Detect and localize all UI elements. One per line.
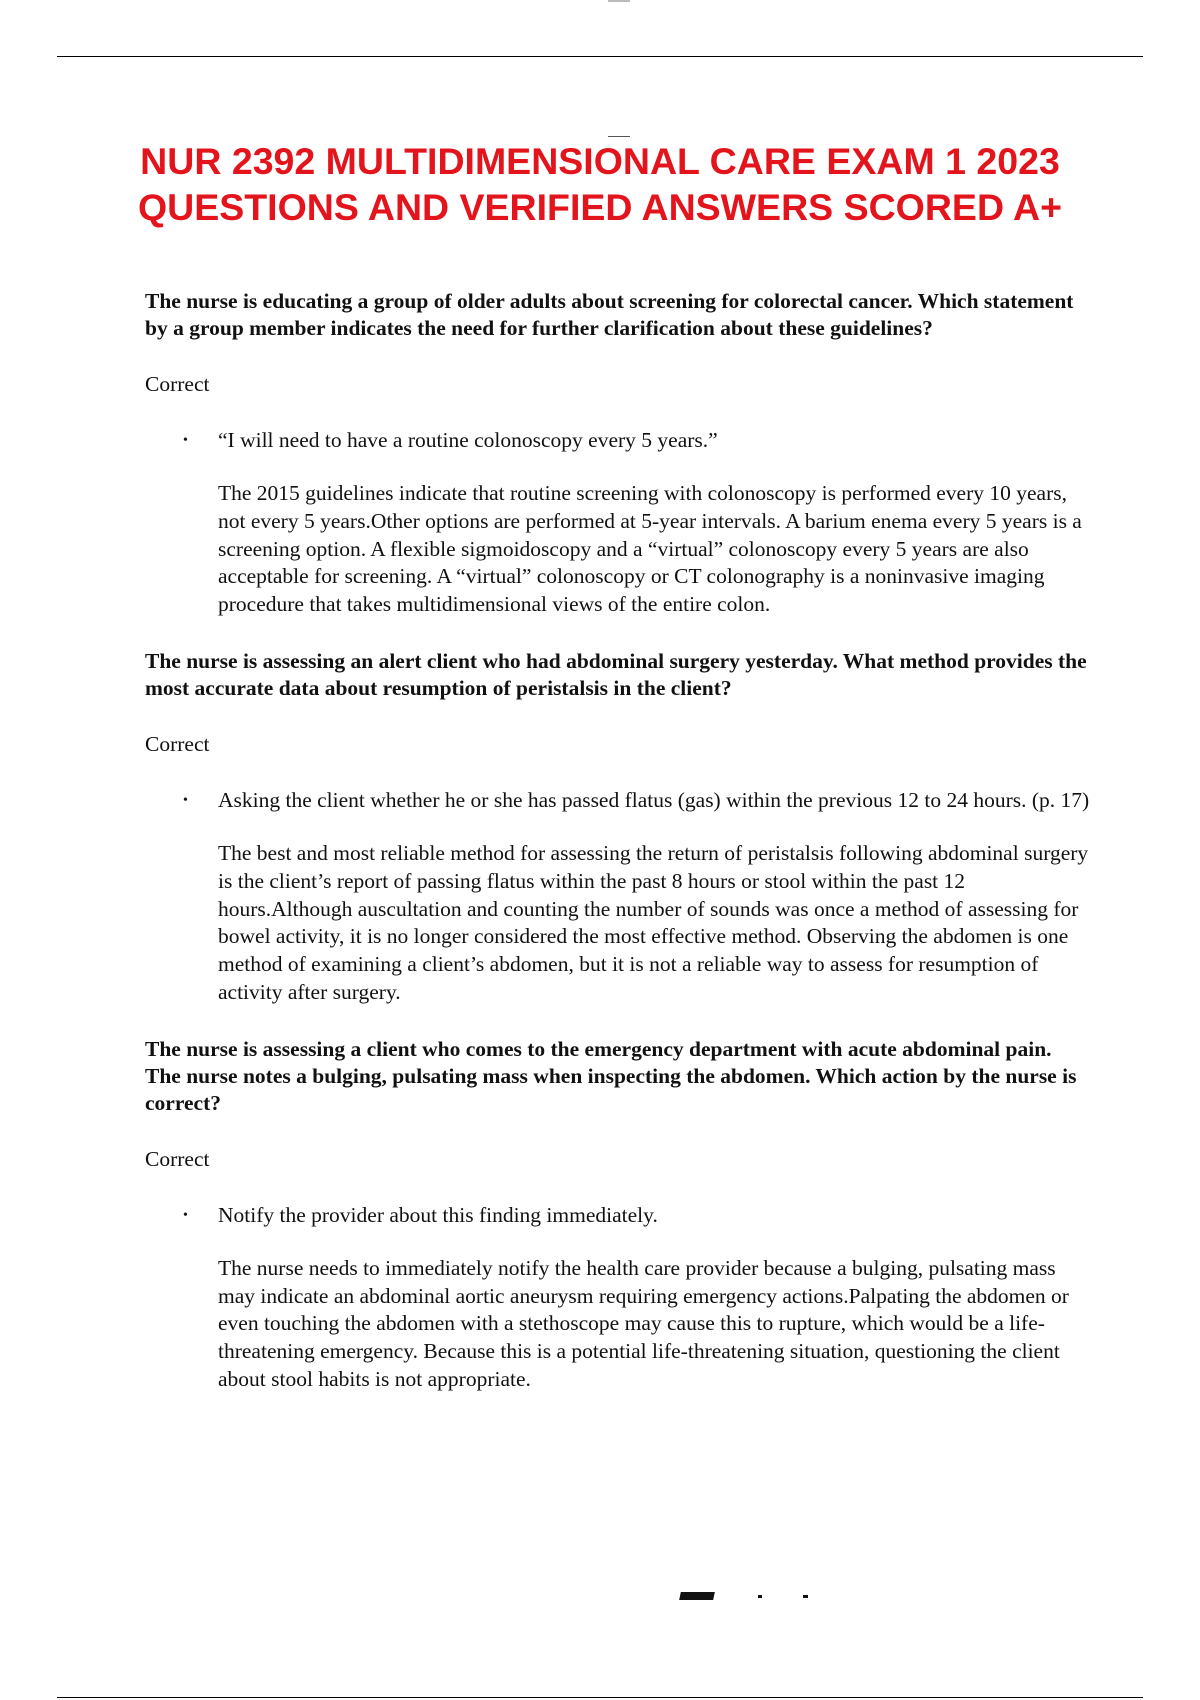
explanation-text: The 2015 guidelines indicate that routine screening with colonoscopy is performed every 10 years, not every 5 years.Other options are performed at 5-year intervals. A barium enema every 5 years is a screening option. A flexible sigmoidoscopy and a “virtual” colonoscopy every 5 years are also acceptable for screening. A “virtual” colonoscopy or CT colonography is a noninvasive imaging procedure that takes multidimensional views of the entire colon. <box>218 481 1082 617</box>
explanation-text: The nurse needs to immediately notify the health care provider because a bulging, pulsating mass may indicate an abdominal aortic aneurysm requiring emergency actions.Palpating the abdomen or even touching the abdomen with a stethoscope may cause this to rupture, which would be a life-threatening emergency. Because this is a potential life-threatening situation, questioning the client about stool habits is not appropriate. <box>218 1255 1069 1391</box>
top-divider <box>57 56 1143 57</box>
answer-text: Notify the provider about this finding immediately. <box>218 1202 658 1227</box>
qa-item <box>145 648 1090 1007</box>
status-label: Correct <box>145 731 210 756</box>
bullet-icon: • <box>183 792 188 808</box>
qa-item <box>145 1036 1090 1394</box>
bullet-icon: • <box>183 1207 188 1223</box>
question-text: The nurse is educating a group of older adults about screening for colorectal cancer. Which statement by a group member indicates the need for further clarification about these guidelines? <box>145 289 1074 340</box>
answer-item <box>145 427 1090 454</box>
answer-text: Asking the client whether he or she has passed flatus (gas) within the previous 12 to 24 hours. (p. 17) <box>218 787 1090 812</box>
explanation-text: The best and most reliable method for assessing the return of peristalsis following abdominal surgery is the client’s report of passing flatus within the past 8 hours or stool within the past 12 hours.Although auscultation and counting the number of sounds was once a method of assessing for bowel activity, it is no longer considered the most effective method. Observing the abdomen is one method of examining a client’s abdomen, but it is not a reliable way to assess for resumption of activity after surgery. <box>218 840 1089 1004</box>
document-title: NUR 2392 MULTIDIMENSIONAL CARE EXAM 1 2023 QUESTIONS AND VERIFIED ANSWERS SCORED A+ <box>137 140 1063 228</box>
answer-item <box>145 1202 1090 1229</box>
top-scan-mark <box>608 0 630 2</box>
bottom-divider <box>57 1697 1143 1698</box>
question-text: The nurse is assessing an alert client who had abdominal surgery yesterday. What method provides the most accurate data about resumption of peristalsis in the client? <box>145 648 1087 700</box>
status-label: Correct <box>145 1146 210 1171</box>
answer-text: “I will need to have a routine colonoscopy every 5 years.” <box>218 428 718 452</box>
status-label: Correct <box>145 372 210 396</box>
question-text: The nurse is assessing a client who comes to the emergency department with acute abdominal pain. The nurse notes a bulging, pulsating mass when inspecting the abdomen. Which action by the nurse is correct? <box>145 1036 1077 1115</box>
bullet-icon: • <box>183 433 188 448</box>
answer-item <box>145 787 1090 814</box>
qa-item <box>145 288 1090 619</box>
title-scan-mark <box>608 136 630 137</box>
qa-content <box>145 288 1090 1394</box>
